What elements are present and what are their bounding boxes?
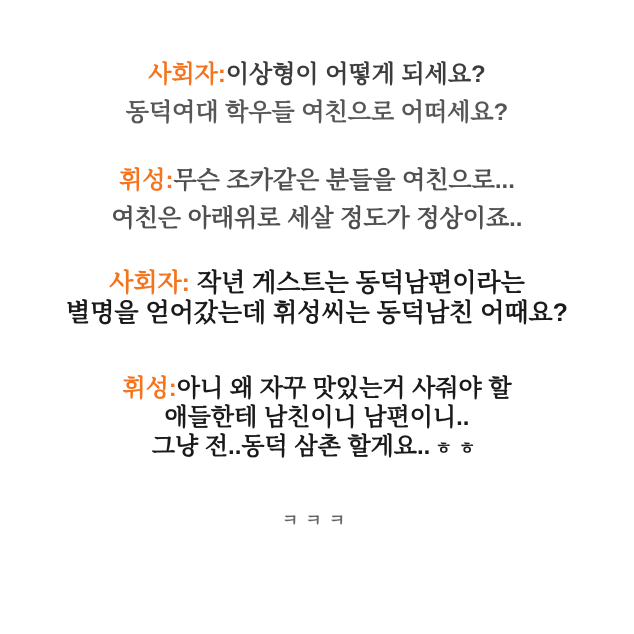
message-wheesung-2: [0, 374, 634, 463]
dialogue-line: 별명을 얻어갔는데 휘성씨는 동덕남친 어때요?: [66, 299, 568, 327]
dialogue-line: 동덕여대 학우들 여친으로 어떠세요?: [125, 99, 509, 126]
message-moderator-1: [0, 56, 634, 132]
speaker-name: 휘성:: [119, 167, 174, 194]
message-moderator-2: [0, 268, 634, 328]
dialogue-line: [0, 56, 634, 94]
dialogue-line: [0, 268, 634, 298]
dialogue-text: 그냥 전..동덕 삼촌 할게요..: [151, 433, 431, 460]
dialogue-line: [0, 374, 634, 403]
speaker-name: 사회자:: [148, 61, 226, 88]
dialogue-text: 작년 게스트는 동덕남편이라는: [196, 269, 525, 297]
message-wheesung-1: [0, 162, 634, 238]
speaker-name: 휘성:: [122, 375, 177, 402]
speaker-name: 사회자:: [109, 269, 197, 297]
dialogue-line: 여친은 아래위로 세살 정도가 정상이죠..: [111, 205, 523, 232]
dialogue-text: 이상형이 어떻게 되세요?: [225, 61, 486, 88]
dialogue-line: [0, 162, 634, 200]
dialogue-line: 애들한테 남친이니 남편이니..: [164, 404, 470, 431]
dialogue-line: [0, 432, 634, 463]
dialogue-text: 아니 왜 자꾸 맛있는거 사줘야 할: [176, 375, 512, 402]
laugh-suffix: ㅎㅎ: [435, 439, 483, 458]
dialogue-text: 무슨 조카같은 분들을 여친으로...: [173, 167, 515, 194]
reaction-text: ㅋㅋㅋ: [281, 511, 353, 530]
